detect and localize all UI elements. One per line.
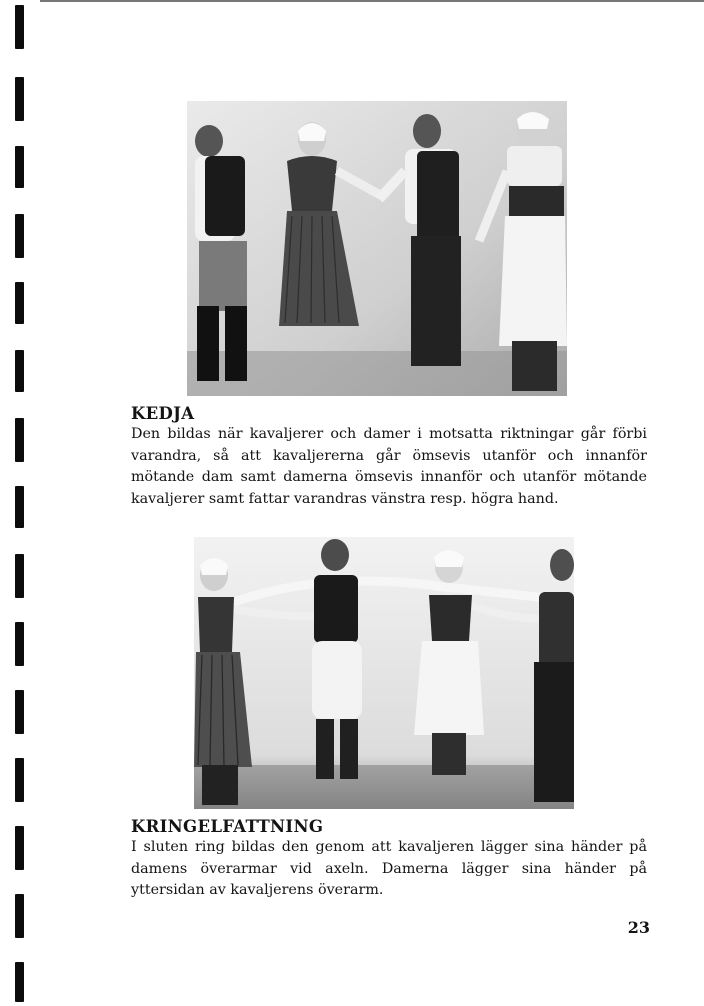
binding-mark: [15, 894, 24, 938]
binding-mark: [15, 554, 24, 598]
binding-mark: [15, 826, 24, 870]
section-heading: KRINGELFATTNING: [131, 817, 324, 836]
section-text: Den bildas när kavaljerer och damer i motsatta riktningar går förbi varandra, så att kavaljererna går ömsevis utanför och innanför mötande dam samt damerna ömsevis innanför och utanför mötande kavaljerer samt fattar varandras vänstra resp. högra hand.: [131, 426, 647, 507]
binding-mark: [15, 282, 24, 324]
section-text: I sluten ring bildas den genom att kavaljeren lägger sina händer på damens överarmar vid axeln. Damerna lägger sina händer på yttersidan av kavaljerens överarm.: [131, 839, 647, 898]
binding-mark: [15, 418, 24, 462]
binding-mark: [15, 758, 24, 802]
binding-mark: [15, 146, 24, 188]
binding-mark: [15, 5, 24, 49]
binding-mark: [15, 77, 24, 121]
kringelfattning-photo: [194, 537, 574, 809]
kedja-photo: [187, 101, 567, 396]
page-number: 23: [627, 918, 650, 937]
binding-mark: [15, 486, 24, 528]
binding-mark: [15, 350, 24, 392]
binding-mark: [15, 962, 24, 1002]
binding-mark: [15, 214, 24, 258]
section-heading: KEDJA: [131, 404, 195, 423]
binding-mark: [15, 690, 24, 734]
page-top-edge: [40, 0, 704, 2]
binding-mark: [15, 622, 24, 666]
